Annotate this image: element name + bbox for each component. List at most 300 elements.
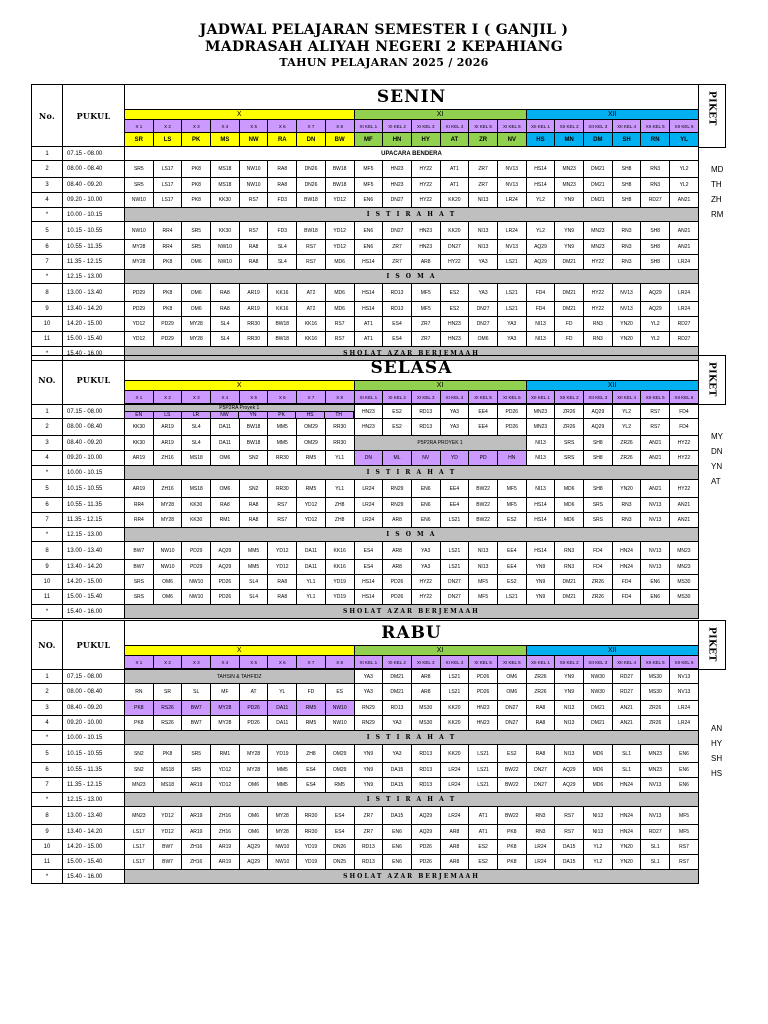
subject-cell: LS17 [153,178,182,193]
subject-cell: ZR26 [584,575,613,590]
homeroom-code: LS [153,133,182,147]
piket-label: PIKET [706,91,717,126]
subject-cell: DN26 [297,161,326,178]
period-number: 4 [32,716,63,731]
subject-cell: SH8 [612,178,641,193]
piket-name: MD [711,165,724,174]
class-name: XII KEL 1 [526,656,555,669]
subject-cell: RD13 [411,763,440,778]
table-row [32,825,699,840]
subject-cell: PD29 [153,332,182,347]
class-name: XII KEL 5 [641,391,670,404]
subject-cell: HY22 [440,255,469,270]
subject-cell: BW18 [297,193,326,208]
subject-cell: NW10 [153,542,182,560]
subject-cell: EN6 [354,240,383,255]
subject-cell: AR19 [239,302,268,317]
table-row [32,466,699,480]
period-number: 2 [32,419,63,436]
period-time: 15.40 - 16.00 [63,605,125,619]
subject-cell: DM21 [584,716,613,731]
piket-name: TH [711,180,722,189]
subject-cell: ZR7 [383,240,412,255]
subject-cell: MF5 [469,590,498,605]
subject-cell: RS7 [268,498,297,513]
period-number: 9 [32,560,63,575]
subject-cell: PD26 [239,701,268,716]
subject-cell: KK16 [325,560,354,575]
subject-cell: RR30 [239,317,268,332]
class-name: XII KEL 2 [555,120,584,133]
subject-cell: DN27 [497,701,526,716]
period-time: 10.00 - 10.15 [63,731,125,745]
subject-cell: RN3 [584,332,613,347]
class-name: X 7 [297,656,326,669]
period-number: 10 [32,317,63,332]
table-row [32,436,699,451]
subject-cell: RA8 [526,701,555,716]
subject-cell: MS30 [641,670,670,684]
subject-cell: BW7 [153,855,182,870]
subject-cell: ZH16 [211,825,240,840]
subject-cell: RS7 [325,332,354,347]
subject-cell: BW22 [497,763,526,778]
subject-cell: KK16 [268,284,297,302]
grade-xii-header: XII [526,381,698,391]
subject-cell: SN2 [125,763,154,778]
subject-cell: ZR7 [354,825,383,840]
subject-cell: RM5 [325,778,354,793]
grade-x-header: X [125,646,355,656]
period-number: * [32,605,63,619]
period-time: 10.00 - 10.15 [63,466,125,480]
subject-cell: AQ29 [584,405,613,419]
class-name: XI KEL 1 [354,120,383,133]
subject-cell: MS18 [153,778,182,793]
subject-cell: ZR7 [354,807,383,825]
subject-cell: MY28 [125,255,154,270]
subject-cell: ZR7 [469,161,498,178]
class-name: X 2 [153,656,182,669]
subject-cell: DN27 [526,778,555,793]
period-time: 13.00 - 13.40 [63,284,125,302]
subject-cell: YN20 [612,480,641,498]
subject-cell: BW18 [268,332,297,347]
subject-cell: SRS [555,436,584,451]
subject-cell: RD27 [641,193,670,208]
subject-cell: RR30 [325,436,354,451]
period-number: 3 [32,701,63,716]
p5-code: HS [296,412,325,418]
subject-cell: RR30 [297,825,326,840]
period-time: 10.15 - 10.55 [63,745,125,763]
piket-label: PIKET [706,627,717,662]
subject-cell: AR8 [383,513,412,528]
day-name: RABU [125,621,699,646]
subject-cell: BW7 [182,701,211,716]
subject-cell: NW10 [239,178,268,193]
subject-cell: SR5 [125,161,154,178]
subject-cell: BW7 [182,716,211,731]
subject-cell: DM21 [555,575,584,590]
subject-cell: YL2 [584,855,613,870]
subject-cell: KK30 [211,193,240,208]
subject-cell: YA3 [497,317,526,332]
subject-cell: YL2 [670,161,699,178]
subject-cell: LR24 [497,193,526,208]
subject-cell: HN23 [411,240,440,255]
subject-cell: YA3 [411,560,440,575]
period-number: 11 [32,332,63,347]
p5-code: PK [268,412,297,418]
subject-cell: MS30 [670,575,699,590]
subject-cell: RS7 [641,405,670,419]
period-number: * [32,731,63,745]
period-number: * [32,466,63,480]
class-name: XII KEL 4 [612,656,641,669]
subject-cell: KK20 [440,222,469,240]
subject-cell: RR4 [125,513,154,528]
subject-cell: LR24 [670,284,699,302]
subject-cell: OM6 [153,575,182,590]
subject-cell: MY28 [153,498,182,513]
subject-cell: RN3 [612,513,641,528]
subject-cell: AR8 [411,255,440,270]
period-time: 09.20 - 10.00 [63,451,125,466]
table-row [32,855,699,870]
subject-cell: FD3 [268,222,297,240]
grade-x-header: X [125,381,355,391]
subject-cell: RN29 [383,498,412,513]
subject-cell: RN29 [354,701,383,716]
subject-cell: YN9 [526,590,555,605]
subject-cell: PD26 [497,405,526,419]
schedule-table [31,355,699,619]
class-name: X 6 [268,120,297,133]
subject-cell: RN3 [584,317,613,332]
subject-cell: DM21 [584,178,613,193]
subject-cell: AR8 [411,684,440,701]
class-name: XII KEL 6 [670,391,699,404]
subject-cell: AR8 [440,855,469,870]
p5-code-cell: ML [383,451,412,466]
subject-cell: LS21 [440,542,469,560]
subject-cell: RA8 [268,575,297,590]
class-name: XII KEL 4 [612,391,641,404]
class-name: XII KEL 2 [555,391,584,404]
subject-cell: HN24 [612,778,641,793]
subject-cell: MS30 [411,716,440,731]
subject-cell: YN9 [354,778,383,793]
subject-cell: YL2 [584,840,613,855]
subject-cell: MY28 [182,317,211,332]
subject-cell: YD19 [297,840,326,855]
grade-xi-header: XI [354,110,526,120]
subject-cell: YN9 [555,684,584,701]
subject-cell: AQ29 [584,419,613,436]
period-time: 07.15 - 08.00 [63,147,125,161]
table-row [32,605,699,619]
period-time: 11.35 - 12.15 [63,778,125,793]
table-row [32,513,699,528]
subject-cell: DA11 [297,542,326,560]
subject-cell: AR19 [211,855,240,870]
p5-title: P5P2RA Proyek 1 [125,405,354,412]
subject-cell: ES [325,684,354,701]
subject-cell: DA15 [555,855,584,870]
subject-cell: YD12 [153,807,182,825]
day-name: SELASA [125,356,699,381]
subject-cell: FD [297,684,326,701]
subject-cell: HS14 [354,302,383,317]
subject-cell: NV13 [641,560,670,575]
subject-cell: MS30 [411,701,440,716]
subject-cell: KK20 [440,193,469,208]
class-name: X 3 [182,656,211,669]
subject-cell: RS7 [670,840,699,855]
subject-cell: RR30 [268,451,297,466]
homeroom-code: DM [584,133,613,147]
subject-cell: FD4 [670,419,699,436]
subject-cell: NW10 [182,575,211,590]
period-time: 15.00 - 15.40 [63,590,125,605]
subject-cell: PK8 [497,855,526,870]
col-header-no: No. [32,85,63,147]
subject-cell: PK8 [153,302,182,317]
subject-cell: YL2 [526,193,555,208]
subject-cell: AT1 [469,807,498,825]
subject-cell: RD13 [411,745,440,763]
subject-cell: RR4 [153,222,182,240]
break-cell: I S T I R A H A T [125,208,699,222]
subject-cell: YN20 [612,317,641,332]
period-number: 1 [32,147,63,161]
period-time: 10.55 - 11.35 [63,498,125,513]
subject-cell: HN24 [612,542,641,560]
piket-name: AN [711,724,723,733]
subject-cell: EN6 [411,513,440,528]
schedule-table [31,84,699,361]
subject-cell: SL4 [268,240,297,255]
subject-cell: EE4 [497,542,526,560]
subject-cell: AR19 [239,284,268,302]
subject-cell: HN23 [354,419,383,436]
subject-cell: RD13 [354,840,383,855]
subject-cell: LR24 [526,855,555,870]
subject-cell: RN3 [641,178,670,193]
subject-cell: YN20 [612,840,641,855]
subject-cell: MN23 [125,807,154,825]
subject-cell: DM21 [584,701,613,716]
class-name: XI KEL 5 [469,120,498,133]
subject-cell: PK8 [153,284,182,302]
subject-cell: ZR26 [641,716,670,731]
subject-cell: LS21 [497,302,526,317]
subject-cell: DA15 [383,807,412,825]
subject-cell: RS7 [297,240,326,255]
subject-cell: DN27 [440,575,469,590]
piket-name: HY [711,739,723,748]
subject-cell: MM5 [239,560,268,575]
subject-cell: ZH16 [153,451,182,466]
piket-name: YN [711,462,723,471]
subject-cell: SL4 [211,317,240,332]
subject-cell: LR24 [440,807,469,825]
subject-cell: MD6 [325,284,354,302]
subject-cell: OM6 [211,480,240,498]
subject-cell: LR24 [440,778,469,793]
table-row [32,147,699,161]
subject-cell: ES2 [383,405,412,419]
subject-cell: FD4 [612,575,641,590]
subject-cell: HY22 [411,193,440,208]
subject-cell: MM5 [268,763,297,778]
period-number: * [32,208,63,222]
subject-cell: MD6 [555,480,584,498]
subject-cell: ES4 [325,807,354,825]
subject-cell: DM21 [555,590,584,605]
subject-cell: RS7 [670,855,699,870]
subject-cell: DA11 [268,716,297,731]
col-header-no: NO. [32,356,63,405]
subject-cell: MD6 [555,513,584,528]
subject-cell: EN6 [641,575,670,590]
period-number: 6 [32,498,63,513]
subject-cell: MY28 [239,763,268,778]
period-time: 09.20 - 10.00 [63,193,125,208]
class-name: XI KEL 6 [497,391,526,404]
grade-x-header: X [125,110,355,120]
p5-code: NW [211,412,240,418]
subject-cell: HY22 [411,575,440,590]
subject-cell: MS18 [182,480,211,498]
subject-cell: MM5 [239,542,268,560]
subject-cell: NW30 [584,684,613,701]
break-cell: I S O M A [125,528,699,542]
period-time: 08.00 - 08.40 [63,161,125,178]
subject-cell: YN9 [354,763,383,778]
subject-cell: SRS [584,513,613,528]
subject-cell: YL2 [612,405,641,419]
subject-cell: MY28 [268,825,297,840]
class-name: XII KEL 6 [670,656,699,669]
subject-cell: MN23 [584,240,613,255]
subject-cell: ES2 [469,840,498,855]
subject-cell: EE4 [469,405,498,419]
subject-cell: EN6 [354,193,383,208]
subject-cell: YA3 [497,332,526,347]
subject-cell: NW10 [211,255,240,270]
subject-cell: EN6 [641,590,670,605]
subject-cell: YN9 [526,560,555,575]
subject-cell: PK8 [182,193,211,208]
class-name: XI KEL 1 [354,656,383,669]
subject-cell: RD27 [612,684,641,701]
piket-name: MY [711,432,723,441]
subject-cell: RD13 [383,302,412,317]
subject-cell: LR24 [670,701,699,716]
subject-cell: RM5 [297,716,326,731]
subject-cell: KK16 [297,317,326,332]
period-time: 12.15 - 13.00 [63,270,125,284]
break-cell: I S T I R A H A T [125,793,699,807]
subject-cell: NV13 [612,284,641,302]
subject-cell: AT [239,684,268,701]
table-row [32,193,699,208]
period-number: * [32,347,63,361]
subject-cell: RR30 [268,480,297,498]
subject-cell: BW18 [239,436,268,451]
table-row [32,763,699,778]
subject-cell: SRS [125,575,154,590]
document-header [0,22,768,70]
subject-cell: PK8 [125,701,154,716]
table-row [32,451,699,466]
subject-cell: AN21 [670,240,699,255]
subject-cell: NI13 [469,542,498,560]
subject-cell: ZH8 [325,498,354,513]
period-time: 10.15 - 10.55 [63,222,125,240]
period-time: 13.40 - 14.20 [63,302,125,317]
subject-cell: RA8 [526,745,555,763]
subject-cell: SR5 [182,763,211,778]
homeroom-code: HN [383,133,412,147]
subject-cell: MS30 [641,684,670,701]
table-row [32,745,699,763]
subject-cell: LS21 [497,590,526,605]
subject-cell: ZH16 [182,855,211,870]
subject-cell: PD29 [125,302,154,317]
subject-cell: SN2 [239,451,268,466]
class-name: XI KEL 5 [469,391,498,404]
class-name: X 2 [153,120,182,133]
table-row [32,731,699,745]
subject-cell: PD26 [211,590,240,605]
table-row [32,405,699,419]
table-row [32,560,699,575]
subject-cell: RM1 [211,745,240,763]
p5-code-cell: DN [354,451,383,466]
subject-cell: KK30 [211,222,240,240]
subject-cell: HS14 [354,575,383,590]
subject-cell: PD26 [239,716,268,731]
subject-cell: AR19 [125,451,154,466]
subject-cell: SL1 [641,840,670,855]
class-name: XI KEL 4 [440,656,469,669]
subject-cell: DN27 [469,317,498,332]
subject-cell: HY22 [584,284,613,302]
subject-cell: MY28 [125,240,154,255]
subject-cell: BW18 [268,317,297,332]
subject-cell: YN9 [555,193,584,208]
period-number: 1 [32,405,63,419]
event-cell: UPACARA BENDERA [125,147,699,161]
col-header-pukul: PUKUL [63,85,125,147]
subject-cell: HY22 [670,480,699,498]
period-number: 9 [32,825,63,840]
subject-cell: ZR7 [411,332,440,347]
p5-code: LR [182,412,211,418]
table-row [32,528,699,542]
subject-cell: DM21 [584,193,613,208]
table-row [32,701,699,716]
subject-cell: SR5 [125,178,154,193]
subject-cell: BW18 [239,419,268,436]
subject-cell: YD19 [325,575,354,590]
subject-cell: KK30 [182,513,211,528]
subject-cell: OM29 [297,419,326,436]
grade-xii-header: XII [526,110,698,120]
